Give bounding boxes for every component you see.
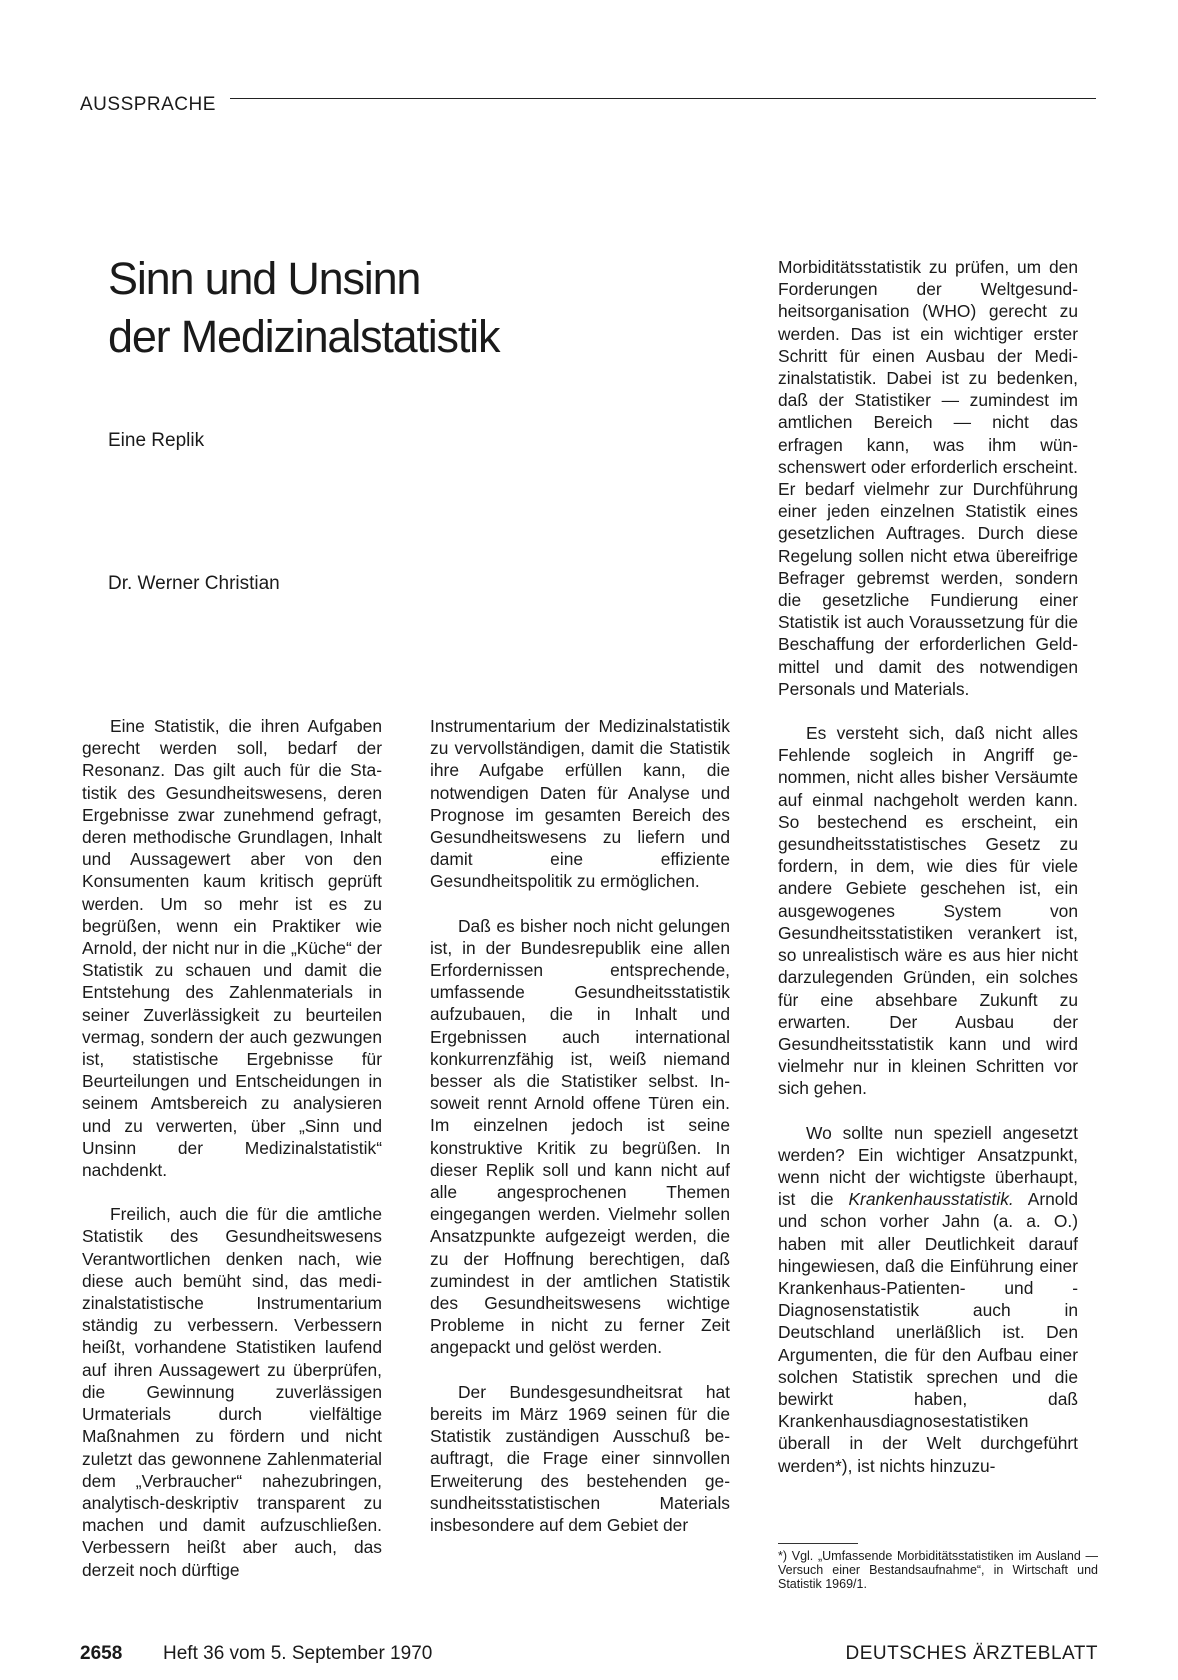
article-author: Dr. Werner Christian <box>108 573 280 594</box>
paragraph: Eine Statistik, die ihren Aufgaben gerecht werden soll, bedarf der Resonanz. Das gilt auch für die Statistik des Gesundheitswesens, deren Ergebnisse zwar zunehmend gefragt, deren methodische Grundlagen, Inhalt und Aussagewert aber von den Konsumenten kaum kritisch geprüft werden. Um so mehr ist es zu begrüßen, wenn ein Praktiker wie Arnold, der nicht nur in die „Küche“ der Statistik zu schauen und damit die Entstehung des Zahlenmaterials in seiner Zuverlässigkeit zu beurteilen vermag, sondern der auch gezwungen ist, statistische Ergebnisse für Beurteilungen und Entscheidungen in seinem Amtsbereich zu analysieren und zu verwerten, über „Sinn und Unsinn der Medizinalstatistik“ nachdenkt. <box>82 716 382 1181</box>
page-number: 2658 <box>80 1643 123 1664</box>
paragraph: Der Bundesgesundheitsrat hat bereits im März 1969 seinen für die Statistik zuständigen Ausschuß beauftragt, die Frage einer sinnvollen Erweiterung des bestehenden gesundheitsstatistischen Materials insbesondere auf dem Gebiet der <box>430 1381 730 1535</box>
paragraph: Instrumentarium der Medizinalstatistik zu vervollständigen, damit die Statistik ihre Aufgabe erfüllen kann, die notwendigen Daten für Analyse und Prognose im gesamten Bereich des Gesundheitswesens zu liefern und damit eine effiziente Gesundheitspolitik zu ermöglichen. <box>430 716 730 892</box>
paragraph <box>778 1122 1078 1477</box>
paragraph: Morbiditätsstatistik zu prüfen, um den Forderungen der Weltgesundheitsorganisation (WHO) gerecht zu werden. Das ist ein wichtiger erster Schritt für einen Ausbau der Medizinalstatistik. Dabei ist zu bedenken, daß der Statistiker — zumindest im amtlichen Bereich — nicht das erfragen kann, was ihm wünschenswert oder erforderlich erscheint. Er bedarf vielmehr zur Durchführung einer jeden einzelnen Statistik eines gesetzlichen Auftrages. Durch diese Regelung sollen nicht etwa übereifrige Befrager gebremst werden, sondern die gesetzliche Fundierung einer Statistik ist auch Voraussetzung für die Beschaffung der erforderlichen Geldmittel und damit des notwendigen Personals und Materials. <box>778 257 1078 699</box>
emphasized-term: Krankenhausstatistik. <box>848 1189 1014 1210</box>
issue-info: Heft 36 vom 5. September 1970 <box>163 1643 433 1664</box>
paragraph-text: Wo sollte nun speziell angesetzt werden? Ein wichtiger Ansatzpunkt, wenn nicht der wichtigste überhaupt, ist die <box>778 1122 1078 1210</box>
article-title <box>108 250 499 366</box>
paragraph: Daß es bisher noch nicht gelungen ist, in der Bundesrepublik eine allen Erfordernissen entsprechende, umfassende Gesundheitsstatistik aufzubauen, die in Inhalt und Ergebnissen auch international konkurrenzfähig ist, weiß niemand besser als die Statistiker selbst. Insoweit rennt Arnold offene Türen ein. Im einzelnen jedoch ist seine konstruktive Kritik zu begrüßen. In dieser Replik soll und kann nicht auf alle angesprochenen Themen eingegangen werden. Vielmehr sollen Ansatzpunkte aufgezeigt werden, die zu der Hoffnung berechtigen, daß zumindest in der amtlichen Statistik des Gesundheitswesens wichtige Probleme in nicht zu ferner Zeit angepackt und gelöst werden. <box>430 915 730 1358</box>
text-column-1 <box>82 715 382 1603</box>
paragraph: Es versteht sich, daß nicht alles Fehlende sogleich in Angriff genommen, nicht alles bisher Versäumte auf einmal nachgeholt werden kann. So bestechend es erscheint, ein gesundheitsstatistisches Gesetz zu fordern, in dem, wie dies für viele andere Gebiete geschehen ist, ein ausgewogenes System von Gesundheitsstatistiken verankert ist, so unrealistisch wäre es aus hier nicht darzulegenden Gründen, ein solches für eine absehbare Zukunft zu erwarten. Der Ausbau der Gesundheitsstatistik kann und wird vielmehr nur in kleinen Schritten vor sich gehen. <box>778 723 1078 1099</box>
title-line-2: der Medizinalstatistik <box>108 311 500 362</box>
paragraph: Freilich, auch die für die amtliche Statistik des Gesundheitswesens Verantwortlichen denken nach, wie diese auch bemüht sind, das medizinalstatistische Instrumentarium ständig zu verbessern. Verbessern heißt, vorhandene Statistiken laufend auf ihren Aussagewert zu überprüfen, die Gewinnung zuverlässigen Urmaterials durch vielfältige Maßnahmen zu fördern und nicht zuletzt das gewonnene Zahlenmaterial dem „Verbraucher“ nahezubringen, analytisch-deskriptiv transparent zu machen und damit aufzuschließen. Verbessern heißt aber auch, das derzeit noch dürftige <box>82 1204 382 1580</box>
header-rule <box>230 98 1096 99</box>
paragraph-text: Arnold und schon vorher Jahn (a. a. O.) haben mit aller Deutlichkeit darauf hingewiesen, daß die Einführung einer Krankenhaus-Patienten- und -Diagnosenstatistik auch in Deutschland unerläßlich ist. Den Argumenten, die für den Aufbau einer solchen Statistik sprechen und die bewirkt haben, daß Krankenhausdiagnosestatistiken überall in der Welt durchgeführt werden*), ist nichts hinzuzu- <box>778 1189 1078 1476</box>
section-label: AUSSPRACHE <box>80 94 216 115</box>
text-column-2 <box>430 715 730 1558</box>
journal-name: DEUTSCHES ÄRZTEBLATT <box>845 1643 1098 1664</box>
title-line-1: Sinn und Unsinn <box>108 253 421 304</box>
footnote: *) Vgl. „Umfassende Morbiditätsstatistiken im Ausland — Versuch einer Bestandsaufnahme“, in Wirtschaft und Statistik 1969/1. <box>778 1549 1098 1591</box>
footnote-rule <box>778 1543 858 1544</box>
article-subtitle: Eine Replik <box>108 430 205 451</box>
text-column-3 <box>778 256 1078 1499</box>
